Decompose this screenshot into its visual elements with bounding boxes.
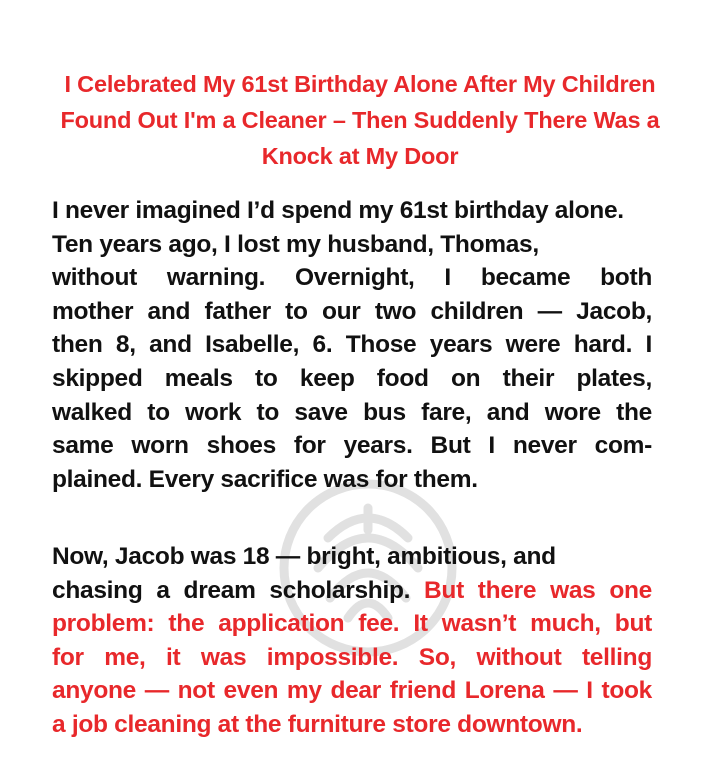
paragraph-2	[52, 540, 652, 742]
paragraph-2-red-line: anyone — not even my dear friend Lorena — I took	[52, 677, 652, 705]
paragraph-1-line: without warning. Overnight, I became both	[52, 264, 652, 292]
paragraph-2-red-line: a job cleaning at the furniture store downtown.	[52, 710, 583, 738]
paragraph-1-line: I never imagined I’d spend my 61st birthday alone.	[52, 197, 624, 224]
paragraph-1-line: mother and father to our two children — Jacob,	[52, 297, 652, 325]
article-title: I Celebrated My 61st Birthday Alone After My Children Found Out I'm a Cleaner – Then Suddenly There Was a Knock at My Door	[60, 71, 660, 169]
paragraph-1-line: same worn shoes for years. But I never com-	[52, 432, 652, 460]
paragraph-2-mixed-line	[52, 574, 652, 608]
paragraph-1	[52, 194, 652, 496]
paragraph-1-line: then 8, and Isabelle, 6. Those years were hard. I	[52, 331, 652, 359]
paragraph-2-red-line: for me, it was impossible. So, without telling	[52, 643, 652, 671]
paragraph-1-line: skipped meals to keep food on their plates,	[52, 364, 652, 392]
paragraph-1-line: plained. Every sacrifice was for them.	[52, 465, 478, 493]
paragraph-2-line: Now, Jacob was 18 — bright, ambitious, and	[52, 543, 556, 570]
paragraph-2-red-segment: But there was one	[424, 576, 653, 604]
paragraph-2-black-segment: chasing a dream scholarship.	[52, 576, 411, 604]
paragraph-1-line: walked to work to save bus fare, and wore the	[52, 398, 652, 426]
paragraph-1-line: Ten years ago, I lost my husband, Thomas,	[52, 230, 539, 258]
paragraph-2-red-line: problem: the application fee. It wasn’t much, but	[52, 610, 652, 638]
